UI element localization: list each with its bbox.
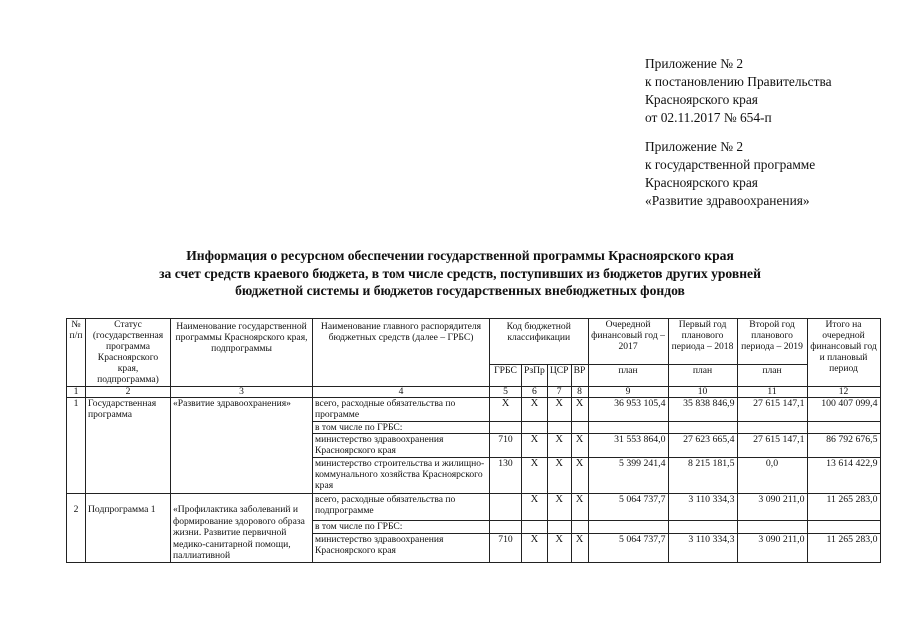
column-number: 7 — [547, 387, 571, 398]
row-value-2018: 3 110 334,3 — [668, 533, 737, 562]
row-grbs-name: в том числе по ГРБС: — [313, 422, 490, 434]
column-number: 12 — [807, 387, 880, 398]
table-header-row — [67, 319, 881, 365]
appendix-program-name: «Развитие здравоохранения» — [645, 193, 810, 208]
column-number: 1 — [67, 387, 86, 398]
row-rzpr-code: X — [522, 533, 548, 562]
header-plan-2019: план — [737, 365, 807, 387]
table-row — [67, 494, 881, 521]
row-value-total: 100 407 099,4 — [807, 398, 880, 422]
appendix-number: Приложение № 2 — [645, 139, 744, 154]
column-number: 11 — [737, 387, 807, 398]
document-title — [100, 247, 820, 300]
row-status: Подпрограмма 1 — [86, 494, 171, 563]
row-grbs-name: министерство строительства и жилищно-коммунального хозяйства Красноярского края — [313, 458, 490, 494]
row-csr-code: X — [547, 458, 571, 494]
appendix-reference: к постановлению Правительства — [645, 74, 832, 89]
header-code-group: Код бюджетной классификации — [490, 319, 589, 365]
row-grbs-code: X — [490, 398, 522, 422]
row-vr-code: X — [571, 458, 588, 494]
row-value-2017: 5 399 241,4 — [588, 458, 668, 494]
row-value-2017: 36 953 105,4 — [588, 398, 668, 422]
row-value-2018: 35 838 846,9 — [668, 398, 737, 422]
row-csr-code: X — [547, 533, 571, 562]
row-grbs-name: министерство здравоохранения Красноярского края — [313, 533, 490, 562]
row-value-total: 11 265 283,0 — [807, 494, 880, 521]
row-grbs-name: всего, расходные обязательства по программе — [313, 398, 490, 422]
row-status: Государственная программа — [86, 398, 171, 494]
row-value-2019: 0,0 — [737, 458, 807, 494]
row-value-2018: 27 623 665,4 — [668, 434, 737, 458]
appendix-region: Красноярского края — [645, 175, 758, 190]
header-status: Статус (государственная программа Красноярского края, подпрограмма) — [86, 319, 171, 387]
appendix-region: Красноярского края — [645, 92, 758, 107]
row-csr-code: X — [547, 398, 571, 422]
header-year-2018: Первый год планового периода – 2018 — [668, 319, 737, 365]
row-num: 2 — [67, 494, 86, 563]
row-value-total: 13 614 422,9 — [807, 458, 880, 494]
row-csr-code: X — [547, 494, 571, 521]
row-rzpr-code: X — [522, 398, 548, 422]
row-grbs-code: 130 — [490, 458, 522, 494]
row-csr-code: X — [547, 434, 571, 458]
header-program-name: Наименование государственной программы Красноярского края, подпрограммы — [171, 319, 313, 387]
resource-table — [66, 318, 881, 563]
row-grbs-name: в том числе по ГРБС: — [313, 520, 490, 533]
row-vr-code: X — [571, 434, 588, 458]
row-value-2017: 5 064 737,7 — [588, 533, 668, 562]
row-vr-code: X — [571, 533, 588, 562]
column-number: 4 — [313, 387, 490, 398]
row-grbs-code: 710 — [490, 434, 522, 458]
column-number: 10 — [668, 387, 737, 398]
title-line-2: за счет средств краевого бюджета, в том числе средств, поступивших из бюджетов других уровней — [159, 265, 761, 281]
header-total: Итого на очередной финансовый год и плановый период — [807, 319, 880, 387]
page-bottom-margin — [66, 578, 876, 640]
column-number: 6 — [522, 387, 548, 398]
header-csr: ЦСР — [547, 365, 571, 387]
row-rzpr-code: X — [522, 494, 548, 521]
row-program-name: «Развитие здравоохранения» — [171, 398, 313, 494]
row-program-name: «Профилактика заболеваний и формирование здорового образа жизни. Развитие первичной медико-санитарной помощи, паллиативной — [171, 494, 313, 563]
row-num: 1 — [67, 398, 86, 494]
column-number: 3 — [171, 387, 313, 398]
column-numbers-row — [67, 387, 881, 398]
row-value-2017: 31 553 864,0 — [588, 434, 668, 458]
row-grbs-name: всего, расходные обязательства по подпрограмме — [313, 494, 490, 521]
row-value-2019: 3 090 211,0 — [737, 494, 807, 521]
header-grbs: ГРБС — [490, 365, 522, 387]
appendix-block-state-program — [645, 138, 895, 210]
row-value-2018: 3 110 334,3 — [668, 494, 737, 521]
row-value-2019: 3 090 211,0 — [737, 533, 807, 562]
row-value-2018: 8 215 181,5 — [668, 458, 737, 494]
header-plan-2017: план — [588, 365, 668, 387]
header-plan-2018: план — [668, 365, 737, 387]
row-value-total: 11 265 283,0 — [807, 533, 880, 562]
row-vr-code: X — [571, 398, 588, 422]
header-year-2017: Очередной финансовый год – 2017 — [588, 319, 668, 365]
header-rzpr: РзПр — [522, 365, 548, 387]
column-number: 5 — [490, 387, 522, 398]
row-vr-code: X — [571, 494, 588, 521]
header-year-2019: Второй год планового периода – 2019 — [737, 319, 807, 365]
title-line-3: бюджетной системы и бюджетов государственных внебюджетных фондов — [235, 283, 685, 298]
row-value-2019: 27 615 147,1 — [737, 398, 807, 422]
row-grbs-name: министерство здравоохранения Красноярского края — [313, 434, 490, 458]
header-num: № п/п — [67, 319, 86, 387]
row-rzpr-code: X — [522, 434, 548, 458]
title-line-1: Информация о ресурсном обеспечении государственной программы Красноярского края — [186, 248, 734, 263]
appendix-date: от 02.11.2017 № 654-п — [645, 110, 772, 125]
row-value-2019: 27 615 147,1 — [737, 434, 807, 458]
row-value-2017: 5 064 737,7 — [588, 494, 668, 521]
appendix-block-government-decree — [645, 55, 895, 127]
header-grbs-name: Наименование главного распорядителя бюджетных средств (далее – ГРБС) — [313, 319, 490, 387]
column-number: 9 — [588, 387, 668, 398]
row-value-total: 86 792 676,5 — [807, 434, 880, 458]
table-row — [67, 398, 881, 422]
appendix-number: Приложение № 2 — [645, 56, 744, 71]
row-grbs-code — [490, 494, 522, 521]
column-number: 2 — [86, 387, 171, 398]
row-grbs-code: 710 — [490, 533, 522, 562]
header-vr: ВР — [571, 365, 588, 387]
appendix-reference: к государственной программе — [645, 157, 816, 172]
column-number: 8 — [571, 387, 588, 398]
row-rzpr-code: X — [522, 458, 548, 494]
